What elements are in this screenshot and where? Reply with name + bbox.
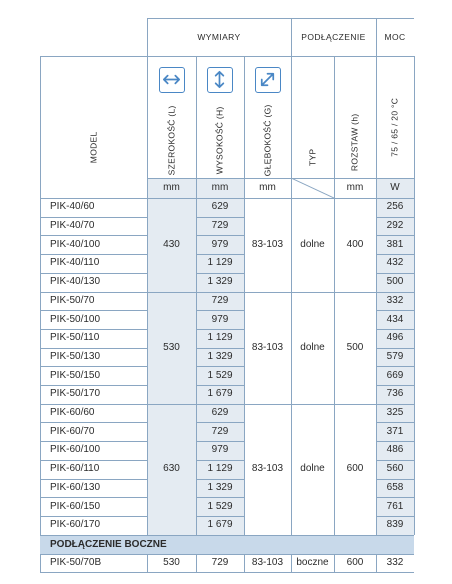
row-divider [376, 329, 414, 330]
side-row-height: 729 [211, 556, 229, 568]
row-divider [376, 366, 414, 367]
column-divider [414, 56, 415, 535]
table-row-height: 729 [211, 425, 229, 437]
table-row-height: 979 [211, 313, 229, 325]
group-spacing: 600 [346, 463, 364, 475]
diagonal-arrows-icon [255, 67, 281, 93]
header-height: WYSOKOŚĆ (H) [214, 106, 225, 175]
row-divider [40, 497, 147, 498]
table-left-line [40, 56, 41, 535]
group-width: 530 [163, 341, 180, 353]
row-divider [40, 329, 147, 330]
column-divider [147, 18, 148, 535]
group-divider [40, 292, 414, 293]
row-divider [196, 254, 244, 255]
table-row-height: 729 [211, 294, 229, 306]
row-divider [376, 385, 414, 386]
unit-top-line [147, 178, 414, 179]
unit-power: W [390, 182, 400, 193]
table-row-power: 381 [386, 238, 404, 250]
row-divider [196, 366, 244, 367]
column-divider [376, 18, 377, 535]
column-divider [376, 554, 377, 572]
header-group-power: MOC [384, 31, 406, 42]
table-row-model: PIK-50/130 [50, 350, 101, 362]
group-width: 630 [163, 463, 180, 475]
row-divider [40, 310, 147, 311]
table-row-power: 669 [386, 369, 404, 381]
table-row-height: 1 129 [207, 463, 233, 475]
column-divider [334, 554, 335, 572]
table-left-line [40, 554, 41, 572]
row-divider [196, 310, 244, 311]
row-divider [196, 385, 244, 386]
table-row-height: 1 329 [207, 350, 233, 362]
header-group-line [40, 56, 414, 57]
row-divider [196, 497, 244, 498]
table-row-power: 560 [386, 463, 404, 475]
row-divider [40, 422, 147, 423]
table-row-power: 292 [386, 220, 404, 232]
table-row-power: 761 [386, 500, 404, 512]
row-divider [196, 217, 244, 218]
table-row-model: PIK-60/70 [50, 425, 95, 437]
table-row-height: 979 [211, 444, 229, 456]
table-row-power: 658 [386, 481, 404, 493]
column-divider [334, 56, 335, 535]
row-divider [40, 516, 147, 517]
header-type: TYP [307, 148, 318, 167]
group-spacing: 500 [346, 341, 364, 353]
row-divider [376, 516, 414, 517]
row-divider [196, 441, 244, 442]
body-top-line [40, 198, 414, 199]
table-row-height: 1 679 [207, 388, 233, 400]
column-divider [147, 554, 148, 572]
row-divider [376, 497, 414, 498]
table-row-model: PIK-60/130 [50, 481, 101, 493]
section-bottom-line [40, 554, 414, 555]
unit-spacing: mm [346, 182, 364, 193]
side-row-spacing: 600 [346, 556, 364, 568]
table-row-power: 325 [386, 407, 404, 419]
header-spacing: ROZSTAW (h) [349, 113, 360, 172]
table-row-model: PIK-60/170 [50, 519, 101, 531]
side-row-width: 530 [163, 556, 180, 568]
table-row-model: PIK-50/170 [50, 388, 101, 400]
table-row-height: 1 129 [207, 257, 233, 269]
table-row-height: 629 [211, 407, 229, 419]
row-divider [40, 385, 147, 386]
table-row-power: 736 [386, 388, 404, 400]
table-row-model: PIK-60/150 [50, 500, 101, 512]
group-depth: 83-103 [251, 238, 284, 250]
row-divider [376, 254, 414, 255]
header-group-connection: PODŁĄCZENIE [301, 31, 366, 42]
column-divider [291, 554, 292, 572]
table-row-height: 979 [211, 238, 229, 250]
vertical-arrows-icon [207, 67, 233, 93]
row-divider [196, 235, 244, 236]
table-row-model: PIK-40/60 [50, 201, 95, 213]
table-row-height: 1 329 [207, 276, 233, 288]
side-row-depth: 83-103 [251, 556, 284, 568]
type-unit-slash [291, 178, 334, 198]
table-row-height: 629 [211, 201, 229, 213]
table-row-model: PIK-50/100 [50, 313, 101, 325]
row-divider [196, 422, 244, 423]
table-row-power: 496 [386, 332, 404, 344]
row-divider [40, 460, 147, 461]
header-model: MODEL [88, 131, 99, 164]
table-row-model: PIK-40/110 [50, 257, 100, 269]
row-divider [40, 273, 147, 274]
table-row-height: 1 129 [207, 332, 233, 344]
row-divider [376, 422, 414, 423]
row-divider [376, 310, 414, 311]
row-divider [40, 348, 147, 349]
row-divider [196, 348, 244, 349]
table-row-model: PIK-60/60 [50, 407, 95, 419]
row-divider [40, 479, 147, 480]
table-row-power: 579 [386, 350, 404, 362]
table-row-model: PIK-40/70 [50, 220, 95, 232]
row-divider [196, 516, 244, 517]
unit-height: mm [211, 182, 229, 193]
section-top-line [40, 535, 414, 536]
row-divider [196, 273, 244, 274]
table-row-height: 729 [211, 220, 229, 232]
group-depth: 83-103 [251, 341, 284, 353]
table-row-model: PIK-50/110 [50, 332, 100, 344]
row-divider [40, 366, 147, 367]
side-row-type: boczne [296, 556, 329, 568]
column-divider [196, 554, 197, 572]
column-divider [291, 18, 292, 535]
table-row-model: PIK-60/110 [50, 463, 100, 475]
row-divider [40, 441, 147, 442]
table-row-height: 1 529 [207, 369, 233, 381]
unit-width: mm [163, 182, 180, 193]
row-divider [40, 254, 147, 255]
column-divider [196, 56, 197, 535]
row-divider [376, 235, 414, 236]
side-row-model: PIK-50/70B [50, 556, 102, 568]
row-divider [376, 217, 414, 218]
section-side-connection: PODŁĄCZENIE BOCZNE [40, 535, 414, 554]
group-width: 430 [163, 238, 180, 250]
table-row-model: PIK-40/100 [50, 238, 101, 250]
row-divider [196, 329, 244, 330]
unit-depth: mm [259, 182, 276, 193]
table-row-height: 1 329 [207, 481, 233, 493]
table-row-power: 434 [386, 313, 404, 325]
row-divider [376, 460, 414, 461]
table-row-model: PIK-50/70 [50, 294, 95, 306]
column-divider [244, 56, 245, 535]
group-type: dolne [300, 341, 325, 353]
table-row-power: 500 [386, 276, 404, 288]
table-bottom-line [40, 572, 414, 573]
horizontal-arrows-icon [159, 67, 185, 93]
row-divider [376, 348, 414, 349]
row-divider [196, 460, 244, 461]
group-depth: 83-103 [251, 463, 284, 475]
row-divider [376, 479, 414, 480]
row-divider [376, 441, 414, 442]
row-divider [40, 235, 147, 236]
table-row-power: 432 [386, 257, 404, 269]
table-row-power: 839 [386, 519, 404, 531]
row-divider [196, 479, 244, 480]
header-depth: GŁĘBOKOŚĆ (G) [262, 104, 273, 177]
table-row-power: 256 [386, 201, 404, 213]
table-row-model: PIK-50/150 [50, 369, 101, 381]
side-row-power: 332 [386, 556, 404, 568]
header-top-line [147, 18, 414, 19]
row-divider [376, 273, 414, 274]
group-divider [40, 404, 414, 405]
table-row-power: 332 [386, 294, 404, 306]
header-width: SZEROKOŚĆ (L) [166, 105, 177, 176]
row-divider [40, 217, 147, 218]
group-spacing: 400 [346, 238, 364, 250]
table-row-power: 486 [386, 444, 404, 456]
header-power: 75 / 65 / 20 °C [389, 97, 400, 157]
group-type: dolne [300, 238, 325, 250]
table-row-power: 371 [386, 425, 404, 437]
table-row-model: PIK-60/100 [50, 444, 101, 456]
group-type: dolne [300, 463, 325, 475]
column-divider [244, 554, 245, 572]
table-row-model: PIK-40/130 [50, 276, 101, 288]
table-row-height: 1 679 [207, 519, 233, 531]
table-row-height: 1 529 [207, 500, 233, 512]
header-group-dimensions: WYMIARY [197, 31, 241, 42]
